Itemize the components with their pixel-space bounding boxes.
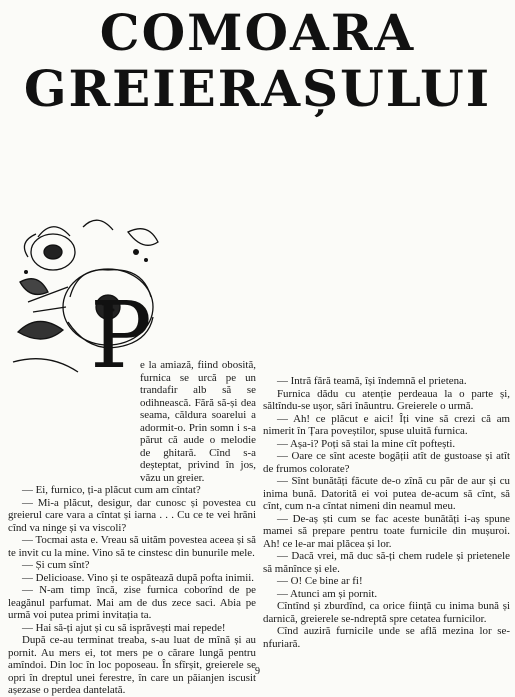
paragraph: Cînd auziră furnicile unde se află mezina lor se-nfuriară. xyxy=(263,625,510,650)
paragraph: — N-am timp încă, zise furnica coborînd de pe leagănul parfumat. Mai am de dus zece saci. Abia pe urmă voi putea primi invitația ta. xyxy=(8,584,256,621)
paragraph: — Și cum sînt? xyxy=(22,559,90,571)
drop-cap: P xyxy=(90,282,152,389)
paragraph: Cîntînd și zburdînd, ca orice ființă cu inima bună și darnică, greierele se-ndreptă spre cetatea furnicilor. xyxy=(263,600,510,625)
paragraph: — Mi-a plăcut, desigur, dar cunosc și povestea cu greierul care vara a cîntat și iarna . . . Cu ce te vei hrăni cînd va ninge și va viscoli? xyxy=(8,496,256,534)
paragraph: — Delicioase. Vino și te ospătează după pofta inimii. xyxy=(22,571,255,584)
paragraph: — Așa-i? Poți să stai la mine cît poftești. xyxy=(277,437,456,450)
paragraph: — O! Ce bine ar fi! xyxy=(277,575,363,587)
paragraph: Furnica dădu cu atenție perdeaua la o parte și, săltîndu-se ușor, sări înăuntru. Greierele o urmă. xyxy=(263,387,510,412)
title-line-2: GREIERAȘULUI xyxy=(23,59,492,118)
paragraph: — Dacă vrei, mă duc să-ți chem rudele și prietenele să mănînce și ele. xyxy=(263,550,510,575)
left-column xyxy=(8,359,256,697)
paragraph: — Intră fără teamă, își îndemnă el prietena. xyxy=(277,375,467,387)
page-number: 9 xyxy=(255,666,260,677)
paragraph: — Oare ce sînt aceste bogății atît de gustoase și atît de frumos colorate? xyxy=(263,450,510,475)
paragraph: — De-aș ști cum se fac aceste bunătăți i-aș spune mamei să prepare pentru toate furnicile din mușuroi. Ah! ce le-ar mai plăcea și lor. xyxy=(263,512,510,550)
paragraph: — Ei, furnico, ți-a plăcut cum am cîntat? xyxy=(22,484,201,496)
paragraph: e la amiază, fiind obosită, furnica se urcă pe un trandafir alb să se odihnească. Fără să-și dea seama, căldura soarelui a adormit-o. Prin somn i s-a părut că aude o melodie de ghitară. Cînd s-a deșteptat, privind în jos, văzu un greier. xyxy=(140,359,256,484)
paragraph: — Tocmai asta e. Vreau să uităm povestea aceea și să te invit cu la mine. Vino să te cinstesc din bunurile mele. xyxy=(8,534,256,559)
paragraph: — Ah! ce plăcut e aici! Îți vine să crezi că am nimerit în Țara poveștilor, spuse uluită furnica. xyxy=(263,412,510,437)
paragraph: — Atunci am și pornit. xyxy=(277,587,378,600)
paragraph: După ce-au terminat treaba, s-au luat de mînă și au pornit. Au mers ei, tot mers pe o cărare lungă pentru amîndoi. Din loc în loc poposeau. În sfîrșit, greierele se opri în dreptul unei ferestre, în care un păianjen iscusit așezase o perdea dantelată. xyxy=(8,634,256,696)
title-line-1: COMOARA xyxy=(99,3,416,62)
paragraph: — Sînt bunătăți făcute de-o zînă cu păr de aur și cu inima bună. Datorită ei voi putea de-acum să cînt, să cînt, cum n-a cîntat nimeni din neamul meu. xyxy=(263,475,510,512)
paragraph: — Hai să-ți ajut și cu să isprăvești mai repede! xyxy=(22,621,226,634)
right-column xyxy=(263,375,510,650)
